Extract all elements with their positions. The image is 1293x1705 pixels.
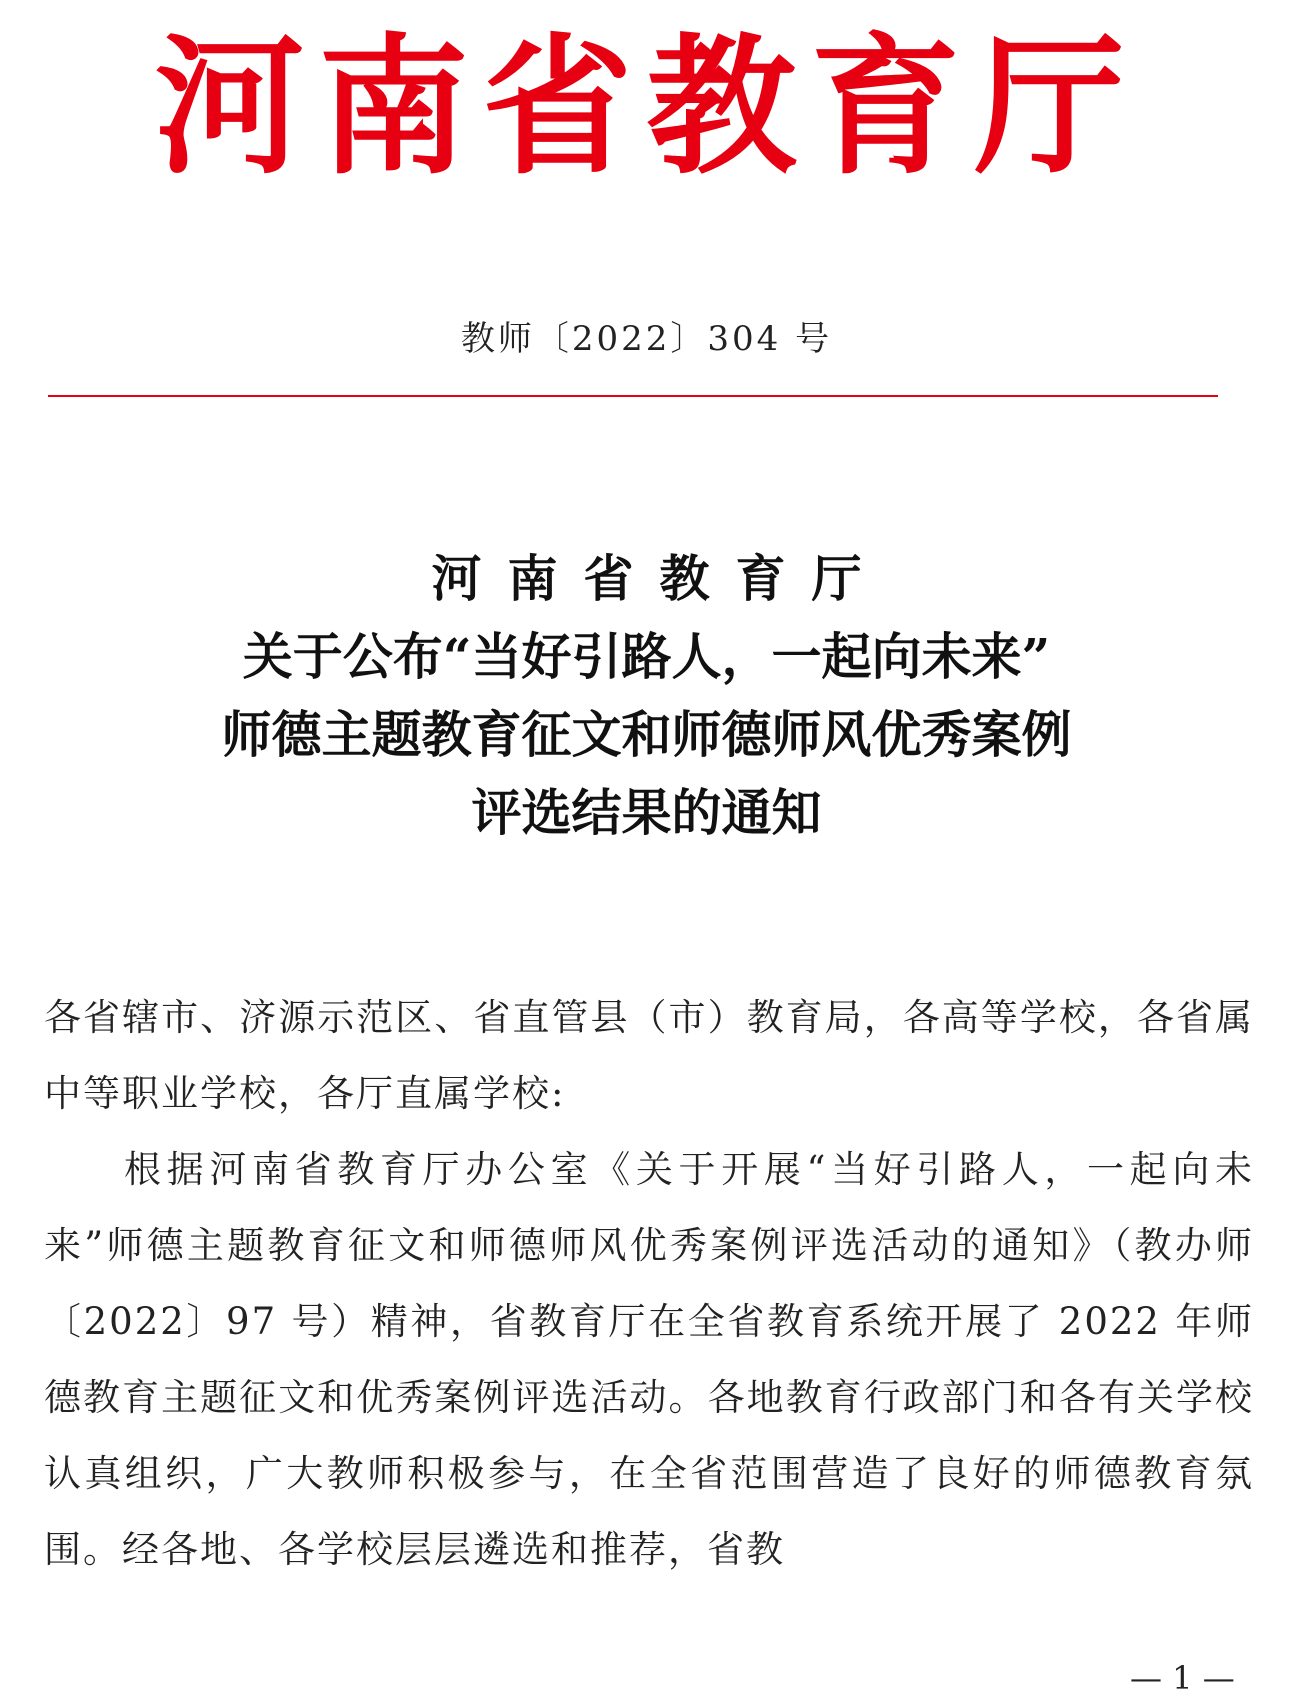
title-line-2: 关于公布“当好引路人，一起向未来”	[242, 627, 1051, 686]
salutation: 各省辖市、济源示范区、省直管县（市）教育局，各高等学校，各省属中等职业学校，各厅直属学校:	[44, 996, 1254, 1115]
title-line-4: 评选结果的通知	[471, 783, 822, 842]
body-paragraph: 根据河南省教育厅办公室《关于开展“当好引路人，一起向未来”师德主题教育征文和师德师风优秀案例评选活动的通知》（教办师〔2022〕97 号）精神，省教育厅在全省教育系统开展了 2022 年师德教育主题征文和优秀案例评选活动。各地教育行政部门和各有关学校认真组织，广大教师积极参与，在全省范围营造了良好的师德教育氛围。经各地、各学校层层遴选和推荐，省教	[44, 1148, 1254, 1571]
title-line-issuer: 河南省教育厅	[431, 549, 888, 608]
title-line-3: 师德主题教育征文和师德师风优秀案例	[221, 705, 1072, 764]
masthead-org-name: 河南省教育厅	[154, 19, 1139, 195]
red-divider-line	[48, 395, 1218, 397]
document-title	[0, 540, 1293, 852]
document-number: 教师〔2022〕304 号	[460, 319, 833, 359]
document-body	[44, 980, 1254, 1588]
page-number: — 1 —	[1130, 1659, 1235, 1697]
